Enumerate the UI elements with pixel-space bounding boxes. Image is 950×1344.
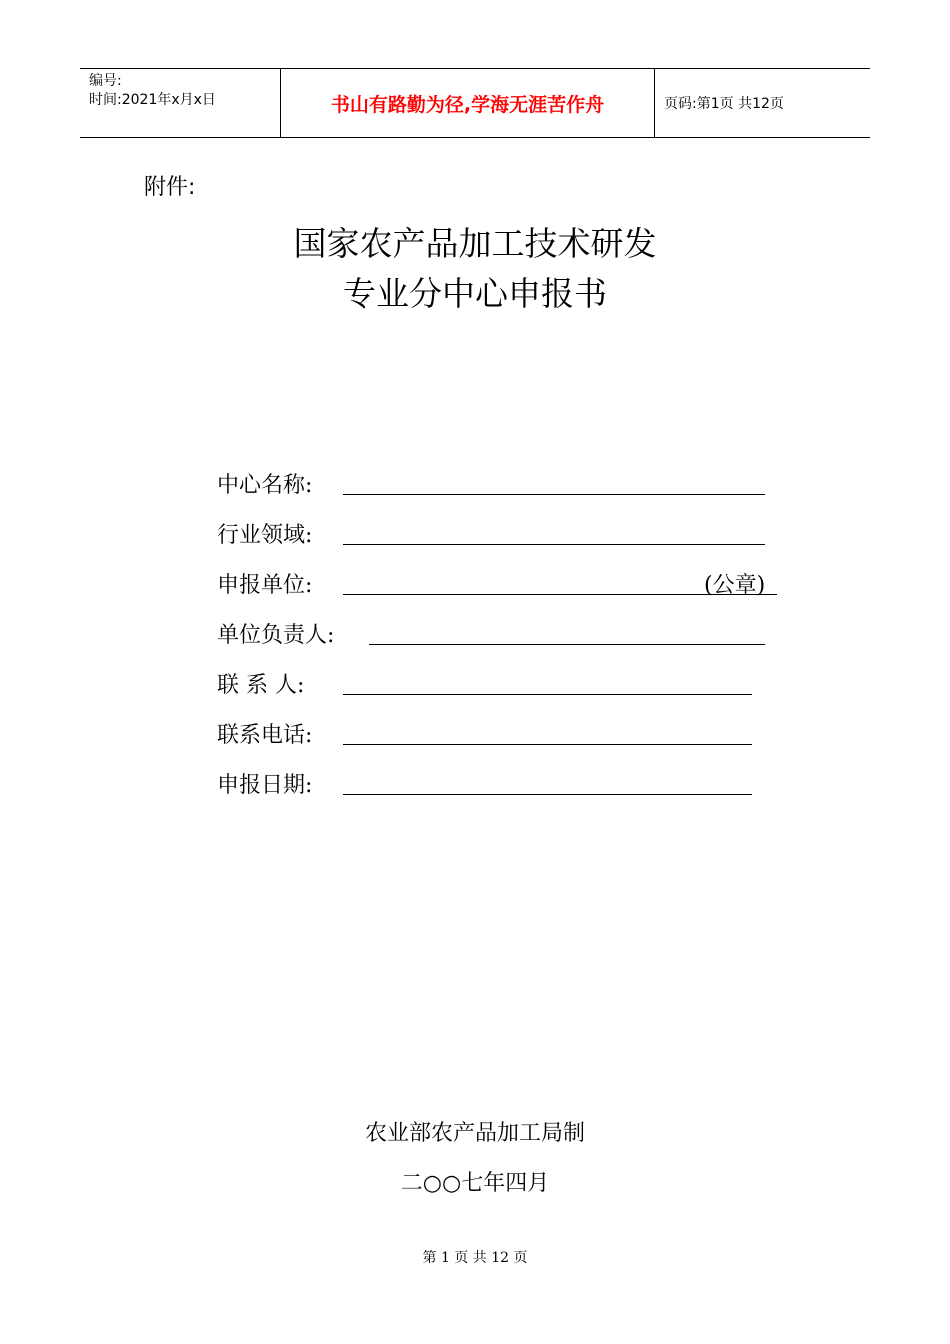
header-table — [80, 68, 870, 138]
document-title-line1: 国家农产品加工技术研发 — [293, 224, 657, 263]
number-label: 编号: — [89, 73, 122, 89]
field-label: 申报日期: — [217, 773, 313, 798]
field-label: 单位负责人: — [217, 623, 335, 648]
issue-date: 二○○七年四月 — [400, 1171, 550, 1196]
field-blank-line[interactable] — [343, 744, 752, 745]
field-label: 行业领域: — [217, 523, 313, 548]
issuer-line: 农业部农产品加工局制 — [364, 1121, 585, 1146]
field-label: 联 系 人: — [217, 673, 305, 698]
motto-text: 书山有路勤为径,学海无涯苦作舟 — [330, 93, 605, 116]
field-blank-line[interactable] — [343, 694, 752, 695]
header-page-cell — [655, 69, 870, 137]
field-label: 中心名称: — [217, 473, 313, 498]
field-blank-line[interactable] — [369, 644, 765, 645]
field-blank-line[interactable] — [343, 544, 765, 545]
document-title-line2: 专业分中心申报书 — [343, 274, 607, 313]
page-number: 第 1 页 共 12 页 — [422, 1250, 528, 1266]
attachment-label: 附件: — [144, 175, 196, 200]
seal-note: (公章) — [704, 573, 766, 598]
header-meta-cell — [80, 69, 281, 137]
field-blank-line[interactable] — [343, 494, 765, 495]
field-label: 联系电话: — [217, 723, 313, 748]
header-motto-cell — [281, 69, 655, 137]
time-label: 时间:2021年x月x日 — [89, 92, 216, 108]
field-label: 申报单位: — [217, 573, 313, 598]
field-blank-line[interactable] — [343, 794, 752, 795]
page-info: 页码:第1页 共12页 — [664, 96, 784, 112]
